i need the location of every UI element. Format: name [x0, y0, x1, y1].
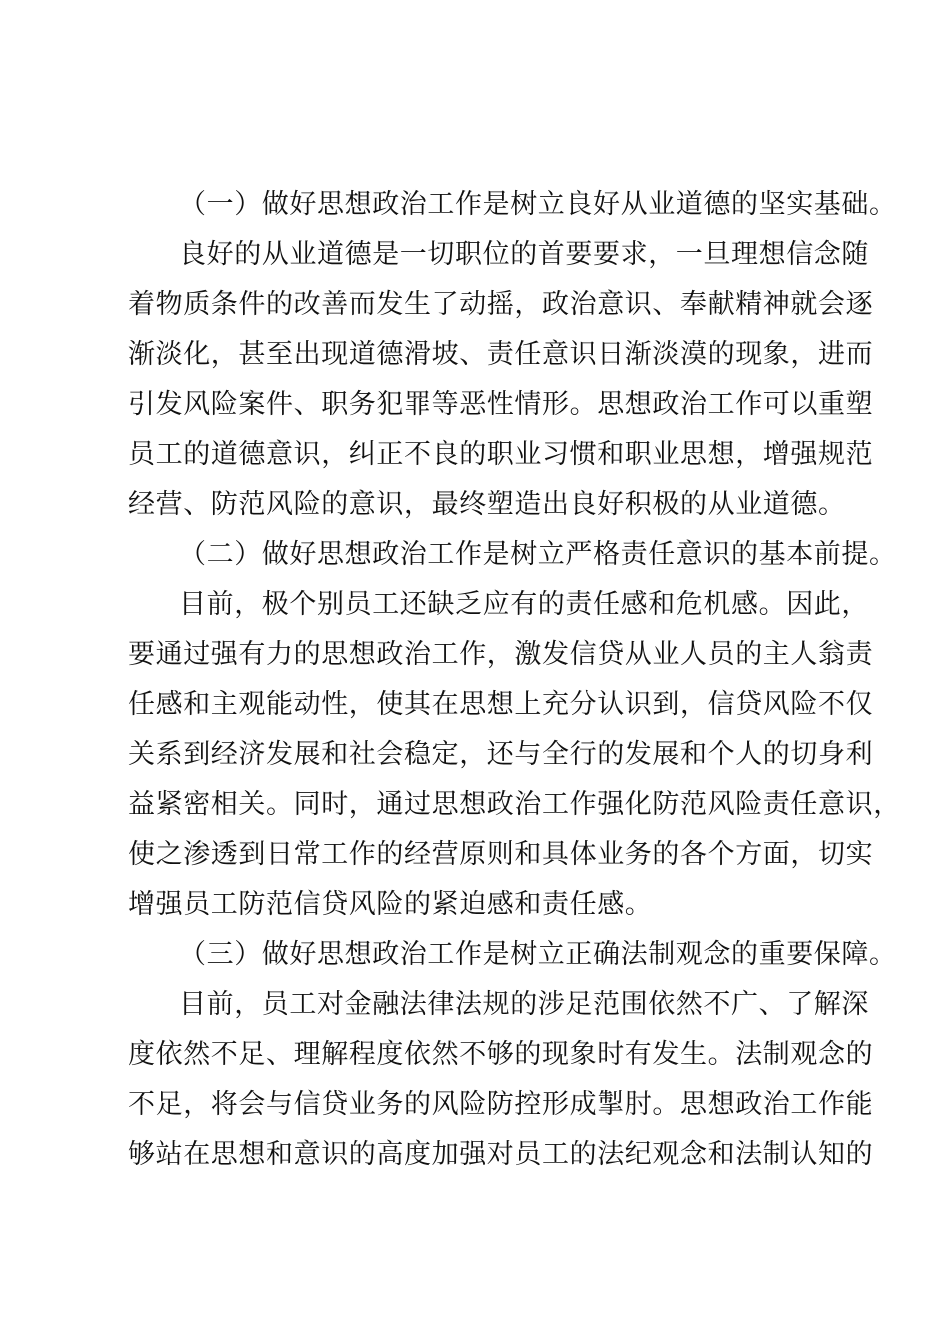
paragraph-line: 益紧密相关。同时，通过思想政治工作强化防范风险责任意识， [128, 789, 901, 820]
section-heading-2: （二）做好思想政治工作是树立严格责任意识的基本前提。 [179, 539, 897, 570]
paragraph-line: 够站在思想和意识的高度加强对员工的法纪观念和法制认知的 [128, 1139, 874, 1170]
paragraph-line: 渐淡化，甚至出现道德滑坡、责任意识日渐淡漠的现象，进而 [128, 339, 874, 370]
document-body [128, 180, 901, 1180]
section-heading-3: （三）做好思想政治工作是树立正确法制观念的重要保障。 [179, 939, 897, 970]
paragraph-line: 员工的道德意识，纠正不良的职业习惯和职业思想，增强规范 [128, 439, 874, 470]
paragraph-line: 不足，将会与信贷业务的风险防控形成掣肘。思想政治工作能 [128, 1089, 874, 1120]
paragraph-line: 要通过强有力的思想政治工作，激发信贷从业人员的主人翁责 [128, 639, 874, 670]
paragraph-line: 目前，员工对金融法律法规的涉足范围依然不广、了解深 [179, 989, 869, 1020]
paragraph-line: 增强员工防范信贷风险的紧迫感和责任感。 [128, 889, 653, 920]
paragraph-line: 经营、防范风险的意识，最终塑造出良好积极的从业道德。 [128, 489, 846, 520]
paragraph-line: 目前，极个别员工还缺乏应有的责任感和危机感。因此， [179, 589, 869, 620]
paragraph-line: 着物质条件的改善而发生了动摇，政治意识、奉献精神就会逐 [128, 289, 874, 320]
paragraph-line: 良好的从业道德是一切职位的首要要求，一旦理想信念随 [179, 239, 869, 270]
paragraph-line: 任感和主观能动性，使其在思想上充分认识到，信贷风险不仅 [128, 689, 874, 720]
paragraph-line: 引发风险案件、职务犯罪等恶性情形。思想政治工作可以重塑 [128, 389, 874, 420]
paragraph-line: 度依然不足、理解程度依然不够的现象时有发生。法制观念的 [128, 1039, 874, 1070]
section-heading-1: （一）做好思想政治工作是树立良好从业道德的坚实基础。 [179, 189, 897, 220]
paragraph-line: 使之渗透到日常工作的经营原则和具体业务的各个方面，切实 [128, 839, 874, 870]
paragraph-line: 关系到经济发展和社会稳定，还与全行的发展和个人的切身利 [128, 739, 874, 770]
